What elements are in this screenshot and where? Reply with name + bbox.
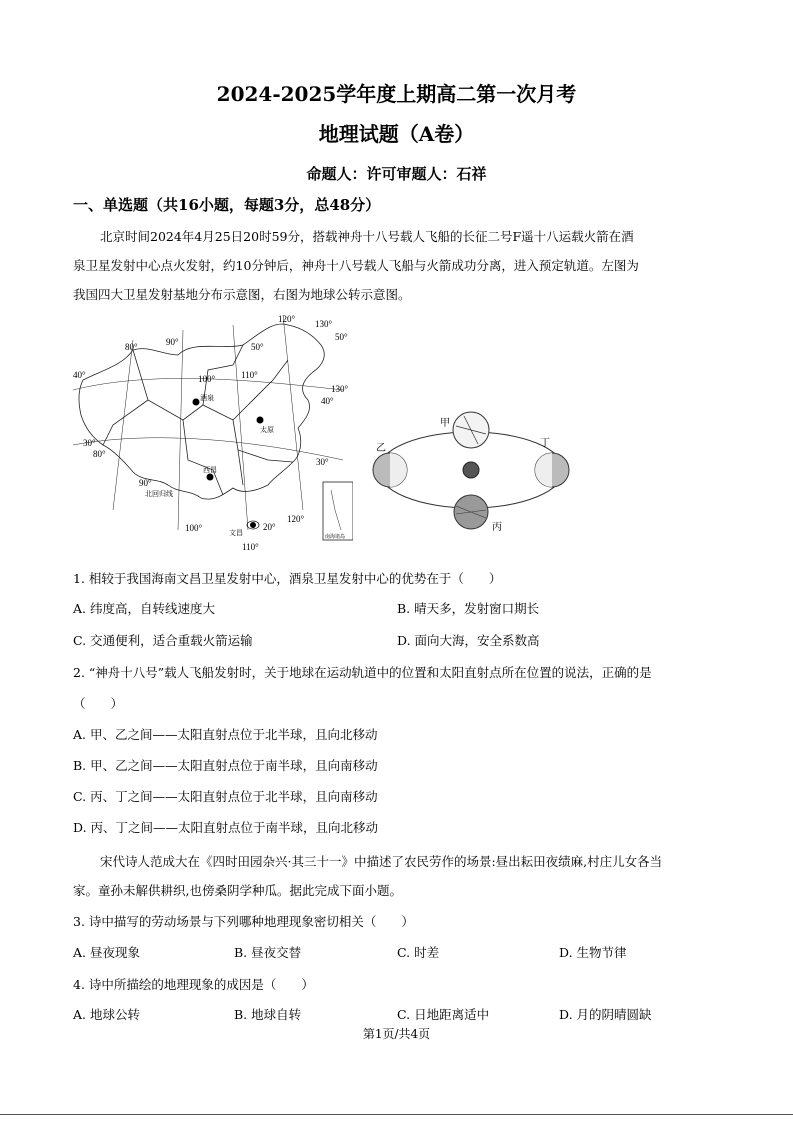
map-label-120-top: 120°	[278, 314, 296, 324]
map-label-80-left: 80°	[93, 449, 106, 459]
question-3-option-d[interactable]: D. 生物节律	[559, 945, 627, 960]
map-label-30-right: 30°	[316, 457, 329, 467]
site-taiyuan-marker	[257, 417, 264, 424]
question-2-stem: 2. “神舟十八号”载人飞船发射时，关于地球在运动轨道中的位置和太阳直射点所在位置的说法，正确的是	[73, 665, 652, 680]
earth-orbit-diagram	[368, 408, 583, 538]
question-4-stem: 4. 诗中所描绘的地理现象的成因是（ ）	[73, 977, 314, 992]
question-1-stem: 1. 相较于我国海南文昌卫星发射中心，酒泉卫星发射中心的优势在于（ ）	[73, 571, 502, 586]
orbit-label-ding: 丁	[540, 438, 550, 449]
map-label-50-right: 50°	[335, 332, 348, 342]
question-1-option-a[interactable]: A. 纬度高，自转线速度大	[73, 601, 215, 616]
passage-2	[73, 847, 723, 905]
question-4-option-b[interactable]: B. 地球自转	[234, 1007, 302, 1022]
authors-line: 命题人：许可审题人：石祥	[306, 165, 487, 183]
map-label-30-left: 30°	[83, 438, 96, 448]
map-label-90-bottom: 90°	[139, 478, 152, 488]
map-label-50-left: 50°	[251, 342, 264, 352]
orbit-label-jia: 甲	[440, 418, 450, 429]
section-heading: 一、单选题（共16小题，每题3分，总48分）	[73, 196, 381, 214]
question-4-option-c[interactable]: C. 日地距离适中	[397, 1007, 490, 1022]
orbit-label-yi: 乙	[376, 443, 386, 454]
site-label-taiyuan: 太原	[260, 426, 274, 434]
passage-1-line-1: 北京时间2024年4月25日20时59分，搭载神舟十八号载人飞船的长征二号F遥十八运载火箭在酒	[100, 229, 634, 244]
passage-1	[73, 222, 723, 309]
map-label-130-top: 130°	[315, 319, 333, 329]
map-label-130-right: 130°	[331, 384, 349, 394]
map-label-40-left: 40°	[73, 370, 86, 380]
exam-subtitle: 地理试题（A卷）	[318, 122, 475, 146]
question-2-stem-bracket: （ ）	[73, 696, 124, 711]
question-2-option-c[interactable]: C. 丙、丁之间——太阳直射点位于北半球，且向南移动	[73, 789, 378, 804]
question-4-option-a[interactable]: A. 地球公转	[73, 1007, 140, 1022]
map-label-tropic: 北回归线	[145, 490, 173, 498]
site-label-jiuquan: 酒泉	[200, 394, 214, 402]
map-label-100: 100°	[198, 374, 216, 384]
map-label-80: 80°	[125, 342, 138, 352]
map-label-100-bottom: 100°	[185, 523, 203, 533]
map-inset-label: 南海诸岛	[325, 535, 346, 540]
exam-title: 2024-2025学年度上期高二第一次月考	[216, 82, 577, 106]
passage-2-line-1: 宋代诗人范成大在《四时田园杂兴·其三十一》中描述了农民劳作的场景:昼出耘田夜绩麻,村庄儿女各当	[100, 854, 663, 869]
question-1-option-b[interactable]: B. 晴天多，发射窗口期长	[397, 601, 540, 616]
site-label-xichang: 西昌	[203, 466, 217, 474]
map-label-40-right: 40°	[321, 396, 334, 406]
site-wenchang-marker	[250, 522, 256, 528]
passage-1-line-3: 我国四大卫星发射基地分布示意图，右图为地球公转示意图。	[73, 287, 411, 302]
map-label-90: 90°	[166, 337, 179, 347]
page-footer: 第1页/共4页	[362, 1027, 431, 1041]
question-2-option-a[interactable]: A. 甲、乙之间——太阳直射点位于北半球，且向北移动	[73, 727, 378, 742]
map-label-110: 110°	[241, 370, 258, 380]
map-label-20: 20°	[263, 522, 276, 532]
site-xichang-marker	[207, 474, 214, 481]
question-3-stem: 3. 诗中描写的劳动场景与下列哪种地理现象密切相关（ ）	[73, 914, 414, 929]
map-label-110-bottom: 110°	[242, 542, 259, 552]
site-jiuquan-marker	[193, 399, 200, 406]
orbit-label-bing: 丙	[492, 522, 502, 533]
question-1-option-d[interactable]: D. 面向大海，安全系数高	[397, 633, 540, 648]
question-3-option-b[interactable]: B. 昼夜交替	[234, 945, 302, 960]
question-2-option-d[interactable]: D. 丙、丁之间——太阳直射点位于南半球，且向北移动	[73, 820, 379, 835]
map-label-120-bottom: 120°	[287, 514, 305, 524]
question-4-option-d[interactable]: D. 月的阴晴圆缺	[559, 1007, 652, 1022]
question-2-option-b[interactable]: B. 甲、乙之间——太阳直射点位于南半球，且向南移动	[73, 758, 378, 773]
question-3-option-a[interactable]: A. 昼夜现象	[73, 945, 140, 960]
passage-2-line-2: 家。童孙未解供耕织,也傍桑阴学种瓜。据此完成下面小题。	[73, 883, 402, 898]
question-1-option-c[interactable]: C. 交通便利，适合重载火箭运输	[73, 633, 253, 648]
launch-sites-map	[73, 310, 353, 558]
site-label-wenchang: 文昌	[229, 529, 243, 537]
page-bottom-divider	[0, 1114, 793, 1115]
passage-1-line-2: 泉卫星发射中心点火发射，约10分钟后，神舟十八号载人飞船与火箭成功分离，进入预定轨道。左图为	[73, 258, 639, 273]
sun-icon	[463, 462, 479, 478]
question-3-option-c[interactable]: C. 时差	[397, 945, 440, 960]
